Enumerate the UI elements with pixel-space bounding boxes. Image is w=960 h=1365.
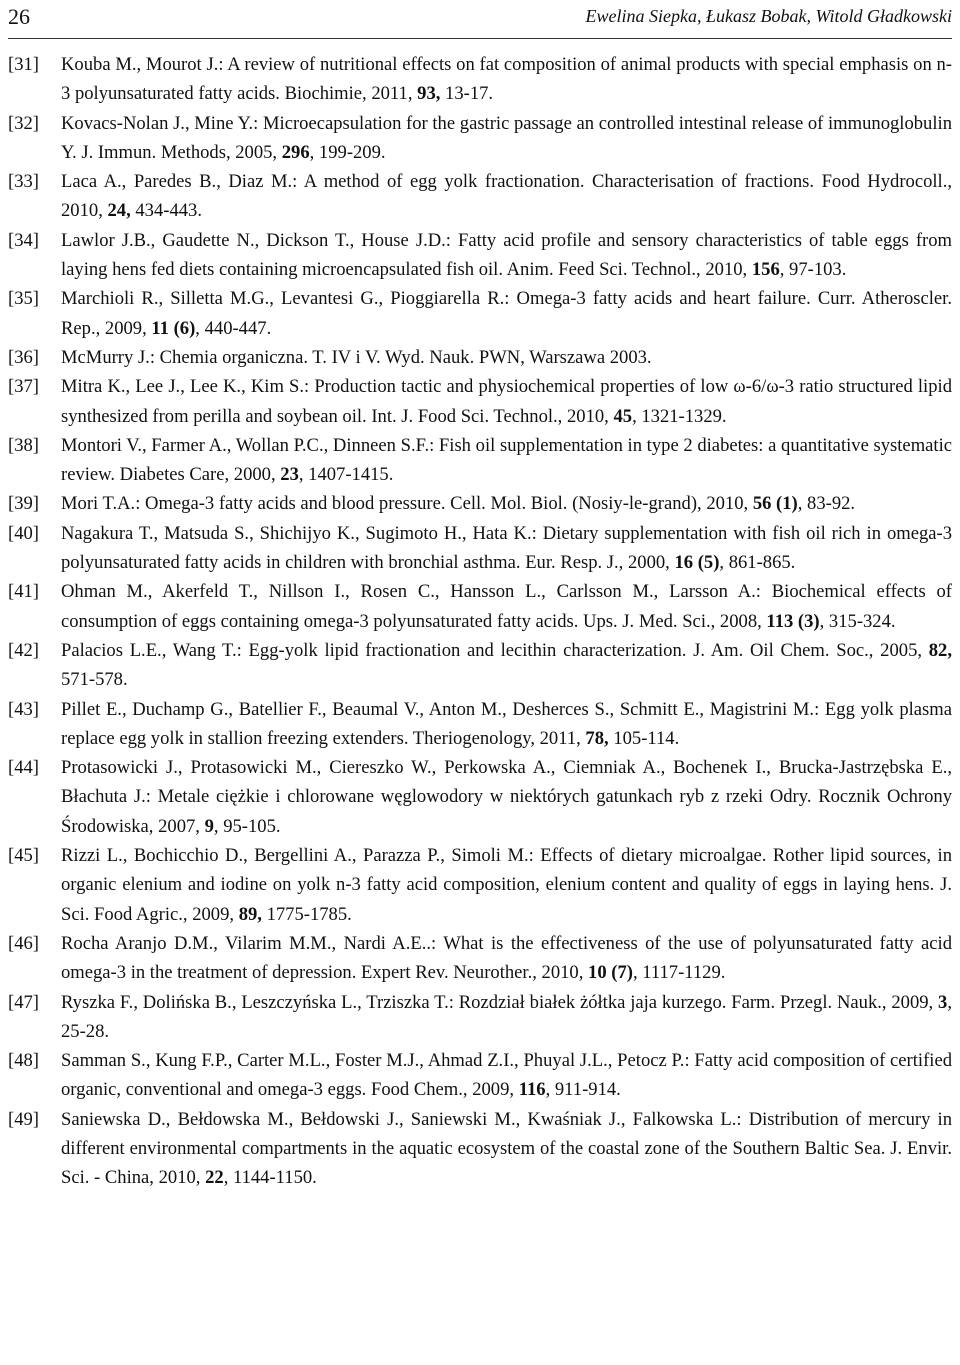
reference-item <box>8 284 952 343</box>
reference-item <box>8 753 952 841</box>
page-number: 26 <box>8 4 30 29</box>
reference-volume: 10 (7) <box>588 962 633 984</box>
reference-number: [37] <box>8 376 39 398</box>
reference-number: [36] <box>8 346 39 368</box>
reference-number: [47] <box>8 991 39 1013</box>
reference-text: , 861-865. <box>719 552 796 574</box>
reference-item <box>8 109 952 168</box>
reference-item <box>8 343 952 372</box>
reference-text: Lawlor J.B., Gaudette N., Dickson T., House J.D.: Fatty acid profile and sensory characteristics of table eggs from laying hens fed diets containing microencapsulated fish oil. Anim. Feed Sci. Technol., 2010, <box>61 229 952 281</box>
reference-number: [33] <box>8 171 39 193</box>
reference-number: [32] <box>8 112 39 134</box>
running-head-authors: Ewelina Siepka, Łukasz Bobak, Witold Gładkowski <box>585 6 952 26</box>
reference-text: Rizzi L., Bochicchio D., Bergellini A., Parazza P., Simoli M.: Effects of dietary microalgae. Rother lipid sources, in organic elenium and iodine on yolk n-3 fatty acid composition, elenium content and quality of eggs in laying hens. J. Sci. Food Agric., 2009, <box>61 845 952 925</box>
reference-item <box>8 636 952 695</box>
reference-text: 434-443. <box>130 200 203 222</box>
reference-list <box>8 50 952 1193</box>
reference-item <box>8 372 952 431</box>
reference-text: 1775-1785. <box>261 903 352 925</box>
reference-volume: 82, <box>928 639 952 661</box>
reference-number: [38] <box>8 434 39 456</box>
reference-text: Montori V., Farmer A., Wollan P.C., Dinneen S.F.: Fish oil supplementation in type 2 diabetes: a quantitative systematic review. Diabetes Care, 2000, <box>61 434 952 486</box>
reference-item <box>8 577 952 636</box>
reference-item <box>8 841 952 929</box>
reference-volume: 11 (6) <box>151 317 196 339</box>
reference-text: Marchioli R., Silletta M.G., Levantesi G., Pioggiarella R.: Omega-3 fatty acids and heart failure. Curr. Atheroscler. Rep., 2009, <box>61 288 952 339</box>
reference-text: Samman S., Kung F.P., Carter M.L., Foster M.J., Ahmad Z.I., Phuyal J.L., Petocz P.: Fatty acid composition of certified organic, conventional and omega-3 eggs. Food Chem., 2009, <box>61 1050 952 1101</box>
reference-text: , 25-28. <box>61 991 952 1042</box>
reference-text: , 1321-1329. <box>632 405 727 427</box>
reference-text: 105-114. <box>608 727 680 749</box>
reference-number: [49] <box>8 1108 39 1130</box>
reference-number: [31] <box>8 54 39 75</box>
reference-text: , 315-324. <box>819 610 896 632</box>
reference-text: 571-578. <box>61 669 128 691</box>
reference-item <box>8 695 952 754</box>
reference-text: , 440-447. <box>195 317 272 339</box>
reference-item <box>8 489 952 518</box>
reference-volume: 22 <box>205 1167 224 1189</box>
reference-number: [41] <box>8 581 39 603</box>
reference-text: Rocha Aranjo D.M., Vilarim M.M., Nardi A.E..: What is the effectiveness of the use of polyunsaturated fatty acid omega-3 in the treatment of depression. Expert Rev. Neurother., 2010, <box>61 932 952 984</box>
reference-text: Kouba M., Mourot J.: A review of nutritional effects on fat composition of animal products with special emphasis on n-3 polyunsaturated fatty acids. Biochimie, 2011, <box>61 54 952 105</box>
reference-number: [35] <box>8 288 39 310</box>
reference-number: [48] <box>8 1050 39 1072</box>
reference-text: Nagakura T., Matsuda S., Shichijyo K., Sugimoto H., Hata K.: Dietary supplementation with fish oil rich in omega-3 polyunsaturated fatty acids in children with bronchial asthma. Eur. Resp. J., 2000, <box>61 522 952 574</box>
reference-volume: 16 (5) <box>674 552 720 574</box>
reference-number: [42] <box>8 639 39 661</box>
reference-text: Mitra K., Lee J., Lee K., Kim S.: Production tactic and physiochemical properties of low ω-6/ω-3 ratio structured lipid synthesized from perilla and soybean oil. Int. J. Food Sci. Technol., 2010, <box>61 376 952 427</box>
reference-text: Protasowicki J., Protasowicki M., Ciereszko W., Perkowska A., Ciemniak A., Bochenek I., Brucka-Jastrzębska E., Błachuta J.: Metale ciężkie i chlorowane węglowodory w niektórych gatunkach ryb z rzeki Odry. Rocznik Ochrony Środowiska, 2007, <box>61 757 952 837</box>
reference-text: , 1117-1129. <box>632 962 726 984</box>
reference-number: [46] <box>8 932 39 954</box>
reference-text: Laca A., Paredes B., Diaz M.: A method of egg yolk fractionation. Characterisation of fractions. Food Hydrocoll., 2010, <box>61 171 952 222</box>
reference-text: McMurry J.: Chemia organiczna. T. IV i V. Wyd. Nauk. PWN, Warszawa 2003. <box>61 346 652 368</box>
reference-text: Saniewska D., Bełdowska M., Bełdowski J., Saniewski M., Kwaśniak J., Falkowska L.: Distribution of mercury in different environmental compartments in the aquatic ecosystem of the coastal zone of the Southern Baltic Sea. J. Envir. Sci. - China, 2010, <box>61 1108 952 1189</box>
reference-text: Kovacs-Nolan J., Mine Y.: Microecapsulation for the gastric passage an controlled intestinal release of immunoglobulin Y. J. Immun. Methods, 2005, <box>61 112 952 163</box>
reference-volume: 78, <box>585 727 609 749</box>
reference-item <box>8 929 952 988</box>
reference-number: [44] <box>8 757 39 779</box>
reference-volume: 45 <box>613 405 633 427</box>
reference-item <box>8 519 952 578</box>
reference-item <box>8 50 952 109</box>
reference-item <box>8 988 952 1047</box>
reference-volume: 113 (3) <box>766 610 820 632</box>
reference-text: Pillet E., Duchamp G., Batellier F., Beaumal V., Anton M., Desherces S., Schmitt E., Magistrini M.: Egg yolk plasma replace egg yolk in stallion freezing extenders. Theriogenology, 2011, <box>61 698 952 749</box>
reference-text: , 911-914. <box>545 1079 621 1101</box>
reference-text: , 97-103. <box>779 259 847 281</box>
reference-text: , 95-105. <box>213 815 281 837</box>
reference-volume: 296 <box>281 141 310 163</box>
page-header <box>8 4 952 34</box>
reference-volume: 23 <box>280 464 299 486</box>
header-rule <box>8 38 952 39</box>
reference-text: 13-17. <box>440 83 494 105</box>
reference-volume: 24, <box>107 200 131 222</box>
reference-text: , 1407-1415. <box>298 464 394 486</box>
reference-item <box>8 226 952 285</box>
reference-text: Palacios L.E., Wang T.: Egg-yolk lipid fractionation and lecithin characterization. J. Am. Oil Chem. Soc., 2005, <box>61 639 929 661</box>
reference-number: [34] <box>8 229 39 251</box>
reference-item <box>8 1105 952 1193</box>
reference-text: , 83-92. <box>797 493 856 515</box>
reference-item <box>8 1046 952 1105</box>
reference-item <box>8 167 952 226</box>
reference-number: [43] <box>8 698 39 720</box>
reference-number: [40] <box>8 522 39 544</box>
reference-text: , 199-209. <box>309 141 386 163</box>
reference-volume: 93, <box>417 83 441 105</box>
reference-text: , 1144-1150. <box>223 1167 317 1189</box>
reference-text: Mori T.A.: Omega-3 fatty acids and blood pressure. Cell. Mol. Biol. (Nosiy-le-grand), 2010, <box>61 493 753 515</box>
reference-volume: 156 <box>751 259 780 281</box>
reference-item <box>8 431 952 490</box>
reference-text: Ryszka F., Dolińska B., Leszczyńska L., Trziszka T.: Rozdział białek żółtka jaja kurzego. Farm. Przegl. Nauk., 2009, <box>61 991 939 1013</box>
reference-volume: 116 <box>518 1079 546 1101</box>
reference-text: Ohman M., Akerfeld T., Nillson I., Rosen C., Hansson L., Carlsson M., Larsson A.: Biochemical effects of consumption of eggs containing omega-3 polyunsaturated fatty acids. Ups. J. Med. Sci., 2008, <box>61 581 952 632</box>
reference-number: [39] <box>8 493 39 515</box>
reference-volume: 56 (1) <box>752 493 798 515</box>
reference-volume: 3 <box>938 991 948 1013</box>
reference-volume: 9 <box>204 815 214 837</box>
reference-volume: 89, <box>238 903 262 925</box>
reference-number: [45] <box>8 845 39 867</box>
